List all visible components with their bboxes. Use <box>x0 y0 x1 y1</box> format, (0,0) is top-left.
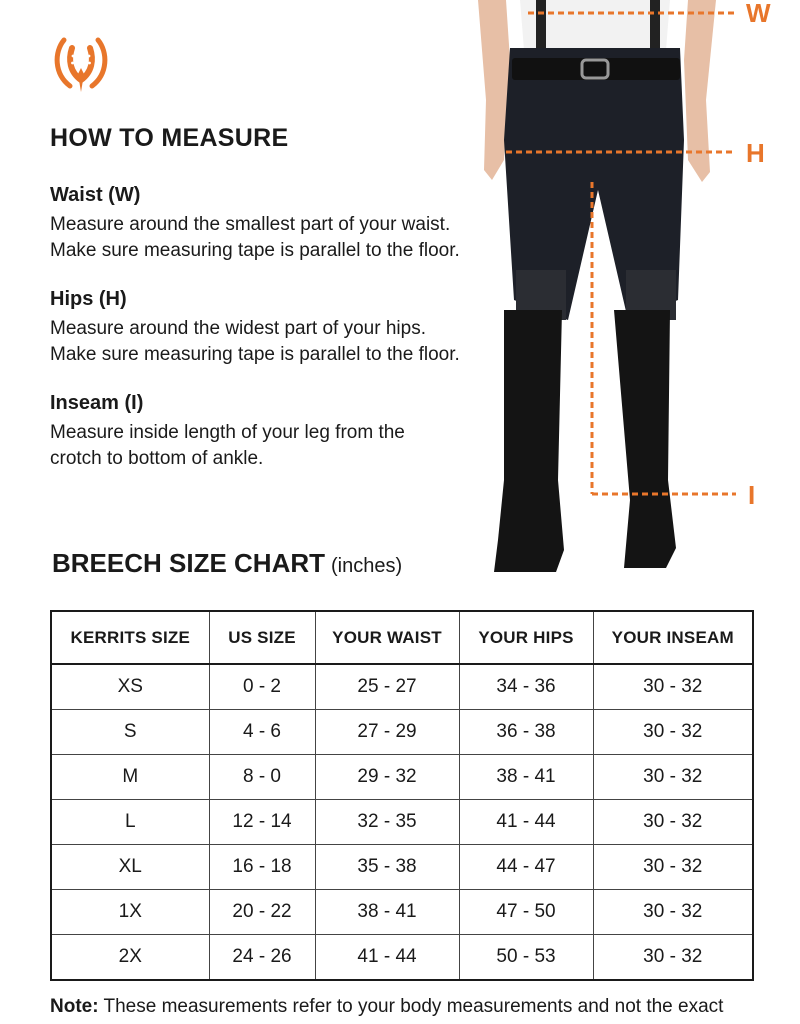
size-chart-unit: (inches) <box>331 555 403 577</box>
table-row <box>51 890 753 935</box>
waist-line-1: Measure around the smallest part of your waist. <box>50 214 451 235</box>
cell-waist: 41 - 44 <box>315 935 459 981</box>
waist-marker-label: W <box>746 0 771 28</box>
cell-inseam: 30 - 32 <box>593 755 753 800</box>
cell-hips: 41 - 44 <box>459 800 593 845</box>
cell-kerrits-size: XL <box>51 845 209 890</box>
waist-instructions <box>50 184 490 264</box>
cell-waist: 38 - 41 <box>315 890 459 935</box>
cell-inseam: 30 - 32 <box>593 935 753 981</box>
cell-us-size: 16 - 18 <box>209 845 315 890</box>
cell-waist: 27 - 29 <box>315 710 459 755</box>
hips-line-1: Measure around the widest part of your hips. <box>50 318 426 339</box>
waist-line-2: Make sure measuring tape is parallel to the floor. <box>50 240 460 261</box>
waist-title: Waist (W) <box>50 184 141 206</box>
cell-us-size: 4 - 6 <box>209 710 315 755</box>
cell-kerrits-size: XS <box>51 664 209 710</box>
inseam-title: Inseam (I) <box>50 392 144 414</box>
header-your-waist: YOUR WAIST <box>315 611 459 664</box>
table-header-row <box>51 611 753 664</box>
hips-title: Hips (H) <box>50 288 127 310</box>
cell-hips: 50 - 53 <box>459 935 593 981</box>
model-figure-illustration <box>470 0 800 580</box>
cell-kerrits-size: M <box>51 755 209 800</box>
header-your-inseam: YOUR INSEAM <box>593 611 753 664</box>
note-text <box>50 996 723 1018</box>
cell-us-size: 8 - 0 <box>209 755 315 800</box>
cell-hips: 36 - 38 <box>459 710 593 755</box>
inseam-line-2: crotch to bottom of ankle. <box>50 448 264 469</box>
how-to-measure-heading: HOW TO MEASURE <box>50 124 289 152</box>
cell-waist: 25 - 27 <box>315 664 459 710</box>
hips-line-2: Make sure measuring tape is parallel to the floor. <box>50 344 460 365</box>
cell-us-size: 12 - 14 <box>209 800 315 845</box>
inseam-line-1: Measure inside length of your leg from the <box>50 422 405 443</box>
header-your-hips: YOUR HIPS <box>459 611 593 664</box>
cell-inseam: 30 - 32 <box>593 800 753 845</box>
size-chart-title-text: BREECH SIZE CHART <box>52 548 326 578</box>
header-kerrits-size: KERRITS SIZE <box>51 611 209 664</box>
cell-kerrits-size: L <box>51 800 209 845</box>
cell-hips: 44 - 47 <box>459 845 593 890</box>
cell-waist: 35 - 38 <box>315 845 459 890</box>
table-row <box>51 845 753 890</box>
hips-marker-label: H <box>746 138 765 168</box>
size-chart-title <box>52 548 402 579</box>
cell-inseam: 30 - 32 <box>593 845 753 890</box>
cell-hips: 34 - 36 <box>459 664 593 710</box>
cell-us-size: 0 - 2 <box>209 664 315 710</box>
table-row <box>51 800 753 845</box>
cell-us-size: 20 - 22 <box>209 890 315 935</box>
inseam-instructions <box>50 392 490 472</box>
cell-hips: 38 - 41 <box>459 755 593 800</box>
table-row <box>51 664 753 710</box>
size-chart-table <box>50 610 754 981</box>
cell-waist: 32 - 35 <box>315 800 459 845</box>
cell-kerrits-size: 2X <box>51 935 209 981</box>
cell-waist: 29 - 32 <box>315 755 459 800</box>
hips-instructions <box>50 288 490 368</box>
table-row <box>51 935 753 981</box>
table-row <box>51 755 753 800</box>
inseam-marker-label: I <box>748 480 756 510</box>
cell-inseam: 30 - 32 <box>593 710 753 755</box>
cell-inseam: 30 - 32 <box>593 890 753 935</box>
cell-us-size: 24 - 26 <box>209 935 315 981</box>
cell-hips: 47 - 50 <box>459 890 593 935</box>
cell-kerrits-size: 1X <box>51 890 209 935</box>
note-body: These measurements refer to your body measurements and not the exact <box>98 996 724 1017</box>
horseshoe-laurel-logo-icon <box>50 34 112 96</box>
note-label: Note: <box>50 996 99 1017</box>
cell-inseam: 30 - 32 <box>593 664 753 710</box>
table-row <box>51 710 753 755</box>
cell-kerrits-size: S <box>51 710 209 755</box>
header-us-size: US SIZE <box>209 611 315 664</box>
